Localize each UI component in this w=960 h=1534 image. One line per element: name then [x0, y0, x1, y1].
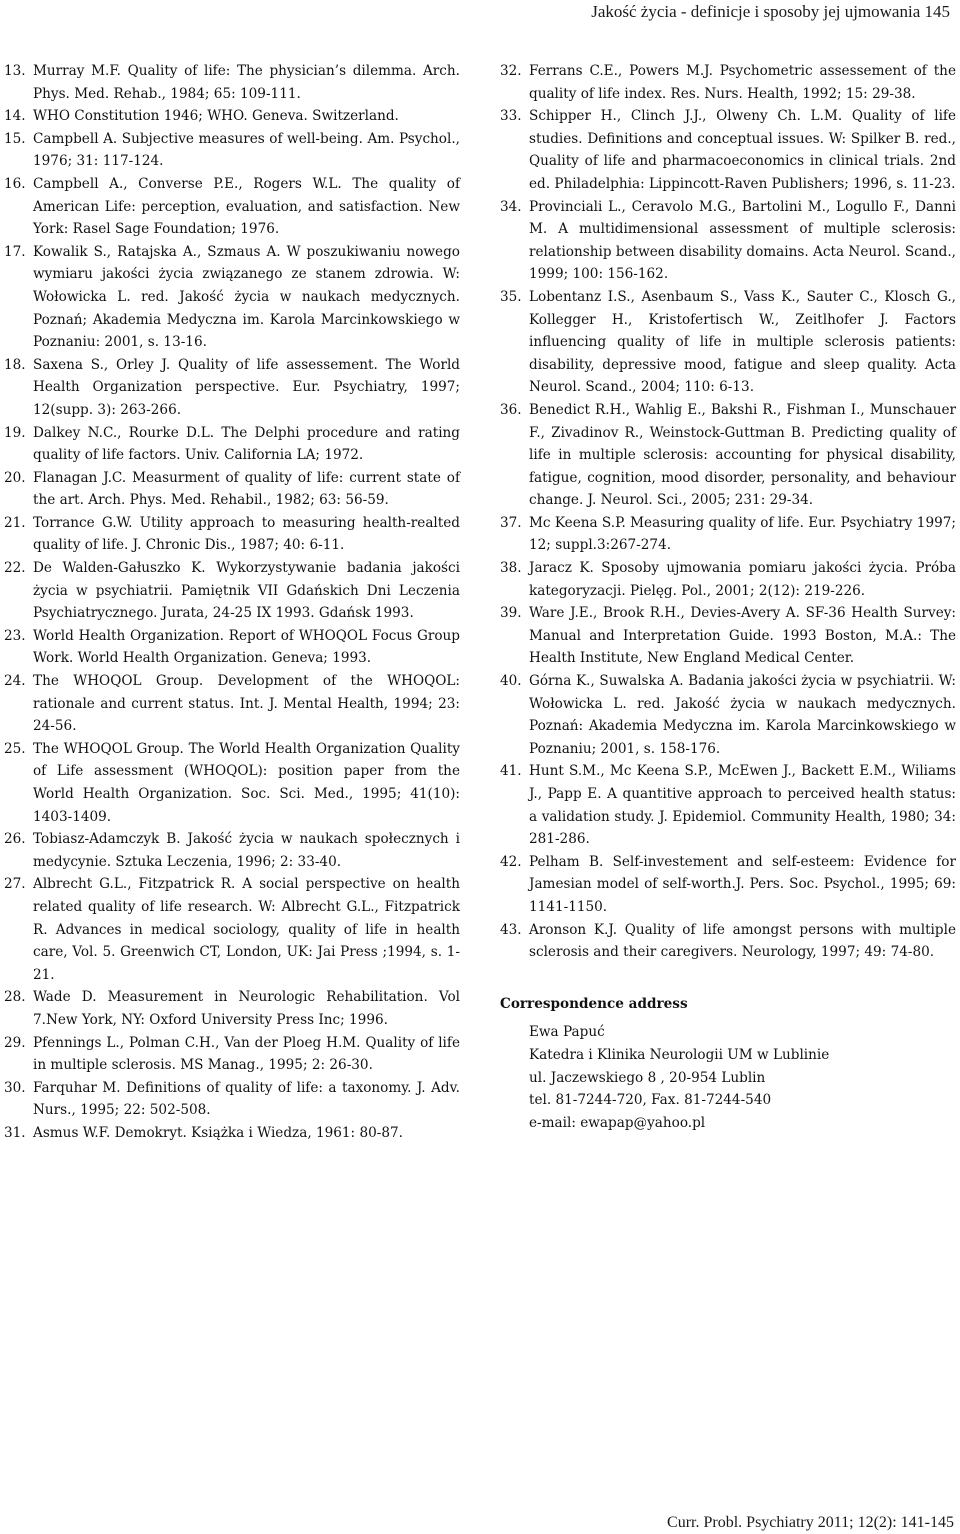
reference-item — [500, 919, 956, 964]
reference-number: 40. — [500, 673, 522, 690]
reference-number: 34. — [500, 198, 522, 215]
reference-text: Tobiasz-Adamczyk B. Jakość życia w naukach społecznych i medycynie. Sztuka Leczenia, 1996; 2: 33-40. — [33, 831, 460, 870]
running-header: Jakość życia - definicje i sposoby jej ujmowania 145 — [591, 2, 950, 21]
reference-item — [4, 1032, 460, 1077]
reference-number: 36. — [500, 401, 522, 418]
reference-item — [4, 670, 460, 738]
reference-item — [4, 557, 460, 625]
reference-text: Saxena S., Orley J. Quality of life assessement. The World Health Organization perspective. Eur. Psychiatry, 1997; 12(supp. 3): 263-266. — [33, 356, 460, 418]
reference-number: 21. — [4, 514, 26, 531]
reference-number: 39. — [500, 605, 522, 622]
reference-text: Albrecht G.L., Fitzpatrick R. A social perspective on health related quality of life research. W: Albrecht G.L., Fitzpatrick R. Advances in medical sociology, quality of life in health care, Vol. 5. Greenwich CT, London, UK: Jai Press ;1994, s. 1-21. — [33, 876, 460, 983]
reference-text: Benedict R.H., Wahlig E., Bakshi R., Fishman I., Munschauer F., Zivadinov R., Weinstock-Guttman B. Predicting quality of life in multiple sclerosis: accounting for physical disability, fatigue, cognition, mood disorder, personality, and behaviour change. J. Neurol. Sci., 2005; 231: 29-34. — [529, 401, 956, 509]
reference-text: Campbell A. Subjective measures of well-being. Am. Psychol., 1976; 31: 117-124. — [33, 130, 460, 170]
correspondence-line: e-mail: ewapap@yahoo.pl — [529, 1114, 706, 1131]
reference-text: Ferrans C.E., Powers M.J. Psychometric assessement of the quality of life index. Res. Nurs. Health, 1992; 15: 29-38. — [529, 63, 956, 102]
reference-item — [4, 467, 460, 512]
reference-text: Flanagan J.C. Measurment of quality of life: current state of the art. Arch. Phys. Med. Rehabil., 1982; 63: 56-59. — [33, 469, 460, 509]
reference-text: The WHOQOL Group. Development of the WHOQOL: rationale and current status. Int. J. Mental Health, 1994; 23: 24-56. — [33, 673, 460, 735]
references-right-column — [500, 60, 956, 1134]
reference-text: Schipper H., Clinch J.J., Olweny Ch. L.M. Quality of life studies. Definitions and conceptual issues. W: Spilker B. red., Quality of life and pharmacoeconomics in clinical trials. 2nd ed. Philadelphia: Lippincott-Raven Publishers; 1996, s. 11-23. — [529, 108, 956, 192]
reference-item — [500, 196, 956, 286]
reference-text: Kowalik S., Ratajska A., Szmaus A. W poszukiwaniu nowego wymiaru jakości życia związanego ze stanem zdrowia. W: Wołowicka L. red. Jakość życia w naukach medycznych. Poznań; Akademia Medyczna im. Karola Marcinkowskiego w Poznaniu: 2001, s. 13-16. — [33, 243, 460, 351]
reference-number: 32. — [500, 63, 522, 79]
reference-number: 17. — [4, 243, 26, 260]
reference-item — [500, 60, 956, 105]
reference-text: Farquhar M. Definitions of quality of life: a taxonomy. J. Adv. Nurs., 1995; 22: 502-508. — [33, 1079, 460, 1119]
correspondence-address — [500, 1021, 956, 1134]
reference-item — [4, 738, 460, 828]
reference-text: Hunt S.M., Mc Keena S.P., McEwen J., Backett E.M., Wiliams J., Papp E. A quantitive approach to perceived health status: a validation study. J. Epidemiol. Community Health, 1980; 34: 281-286. — [529, 763, 956, 848]
reference-text: Aronson K.J. Quality of life amongst persons with multiple sclerosis and their caregivers. Neurology, 1997; 49: 74-80. — [529, 921, 956, 961]
reference-item — [4, 105, 460, 128]
reference-text: Górna K., Suwalska A. Badania jakości życia w psychiatrii. W: Wołowicka L. red. Jakość życia w naukach medycznych. Poznań: Akademia Medyczna im. Karola Marcinkowskiego w Poznaniu; 2001, s. 158-176. — [529, 673, 956, 757]
reference-item — [4, 128, 460, 173]
reference-item — [4, 873, 460, 986]
reference-item — [4, 1077, 460, 1122]
reference-number: 18. — [4, 356, 26, 373]
reference-text: Ware J.E., Brook R.H., Devies-Avery A. SF-36 Health Survey: Manual and Interpretation Guide. 1993 Boston, M.A.: The Health Institute, New England Medical Center. — [529, 605, 956, 667]
reference-text: Campbell A., Converse P.E., Rogers W.L. The quality of American Life: perception, evaluation, and satisfaction. New York: Rasel Sage Foundation; 1976. — [33, 175, 460, 238]
reference-number: 30. — [4, 1079, 26, 1096]
reference-item — [500, 286, 956, 399]
reference-item — [500, 602, 956, 670]
reference-number: 31. — [4, 1124, 26, 1141]
reference-number: 28. — [4, 989, 26, 1006]
reference-text: World Health Organization. Report of WHOQOL Focus Group Work. World Health Organization. Geneva; 1993. — [33, 627, 460, 667]
reference-number: 43. — [500, 921, 522, 938]
correspondence-line: Katedra i Klinika Neurologii UM w Lublinie — [529, 1046, 830, 1063]
reference-number: 24. — [4, 673, 26, 690]
references-left-column — [4, 60, 460, 1145]
correspondence-line: ul. Jaczewskiego 8 , 20-954 Lublin — [529, 1069, 766, 1086]
reference-number: 22. — [4, 560, 26, 577]
reference-item — [500, 105, 956, 195]
reference-item — [4, 828, 460, 873]
reference-text: De Walden-Gałuszko K. Wykorzystywanie badania jakości życia w psychiatrii. Pamiętnik VII Gdańskich Dni Leczenia Psychiatrycznego. Jurata, 24-25 IX 1993. Gdańsk 1993. — [33, 560, 460, 622]
correspondence-line: Ewa Papuć — [529, 1024, 605, 1041]
reference-item — [4, 60, 460, 105]
reference-number: 20. — [4, 469, 26, 486]
reference-number: 15. — [4, 130, 26, 147]
reference-text: WHO Constitution 1946; WHO. Geneva. Switzerland. — [33, 108, 399, 125]
reference-item — [4, 625, 460, 670]
reference-item — [500, 557, 956, 602]
reference-text: Pfennings L., Polman C.H., Van der Ploeg H.M. Quality of life in multiple sclerosis. MS Manag., 1995; 2: 26-30. — [33, 1034, 460, 1074]
reference-number: 19. — [4, 424, 26, 441]
reference-item — [4, 354, 460, 422]
reference-item — [500, 760, 956, 850]
reference-item — [500, 399, 956, 512]
correspondence-title: Correspondence address — [500, 995, 688, 1012]
reference-number: 29. — [4, 1034, 26, 1051]
reference-list-left — [4, 60, 460, 1145]
reference-item — [500, 851, 956, 919]
reference-list-right — [500, 60, 956, 964]
reference-number: 26. — [4, 831, 26, 848]
reference-text: Dalkey N.C., Rourke D.L. The Delphi procedure and rating quality of life factors. Univ. California LA; 1972. — [33, 424, 460, 464]
reference-text: Lobentanz I.S., Asenbaum S., Vass K., Sauter C., Klosch G., Kollegger H., Kristofertisch W., Zeitlhofer J. Factors influencing quality of life in multiple sclerosis patients: disability, depressive mood, fatigue and sleep quality. Acta Neurol. Scand., 2004; 110: 6-13. — [529, 288, 956, 396]
reference-text: Wade D. Measurement in Neurologic Rehabilitation. Vol 7.New York, NY: Oxford University Press Inc; 1996. — [33, 989, 460, 1028]
reference-number: 16. — [4, 175, 26, 192]
reference-text: Asmus W.F. Demokryt. Książka i Wiedza, 1961: 80-87. — [33, 1124, 403, 1141]
reference-number: 35. — [500, 288, 522, 305]
correspondence-line: tel. 81-7244-720, Fax. 81-7244-540 — [529, 1092, 772, 1109]
reference-number: 41. — [500, 763, 522, 780]
reference-text: The WHOQOL Group. The World Health Organization Quality of Life assessment (WHOQOL): position paper from the World Health Organization. Soc. Sci. Med., 1995; 41(10): 1403-1409. — [33, 740, 460, 825]
reference-item — [500, 512, 956, 557]
reference-number: 42. — [500, 853, 522, 870]
reference-text: Pelham B. Self-investement and self-esteem: Evidence for Jamesian model of self-worth.J. Pers. Soc. Psychol., 1995; 69: 1141-1150. — [529, 853, 956, 915]
reference-text: Torrance G.W. Utility approach to measuring health-realted quality of life. J. Chronic Dis., 1987; 40: 6-11. — [33, 514, 460, 554]
reference-text: Provinciali L., Ceravolo M.G., Bartolini M., Logullo F., Danni M. A multidimensional assessment of multiple sclerosis: relationship between disability domains. Acta Neurol. Scand., 1999; 100: 156-162. — [529, 198, 956, 283]
reference-number: 14. — [4, 108, 26, 125]
reference-text: Murray M.F. Quality of life: The physician’s dilemma. Arch. Phys. Med. Rehab., 1984; 65: 109-111. — [33, 63, 460, 102]
reference-number: 25. — [4, 740, 26, 757]
reference-text: Jaracz K. Sposoby ujmowania pomiaru jakości życia. Próba kategoryzacji. Pielęg. Pol., 2001; 2(12): 219-226. — [529, 560, 956, 599]
reference-number: 33. — [500, 108, 522, 125]
reference-number: 23. — [4, 627, 26, 644]
reference-text: Mc Keena S.P. Measuring quality of life. Eur. Psychiatry 1997; 12; suppl.3:267-274. — [529, 514, 956, 554]
reference-number: 37. — [500, 514, 522, 531]
reference-item — [4, 1122, 460, 1145]
reference-item — [500, 670, 956, 760]
reference-item — [4, 241, 460, 354]
reference-item — [4, 512, 460, 557]
journal-citation-footer: Curr. Probl. Psychiatry 2011; 12(2): 141-145 — [667, 1514, 954, 1531]
reference-number: 13. — [4, 63, 26, 79]
reference-item — [4, 986, 460, 1031]
reference-number: 27. — [4, 876, 26, 893]
reference-item — [4, 173, 460, 241]
reference-item — [4, 422, 460, 467]
reference-number: 38. — [500, 560, 522, 577]
